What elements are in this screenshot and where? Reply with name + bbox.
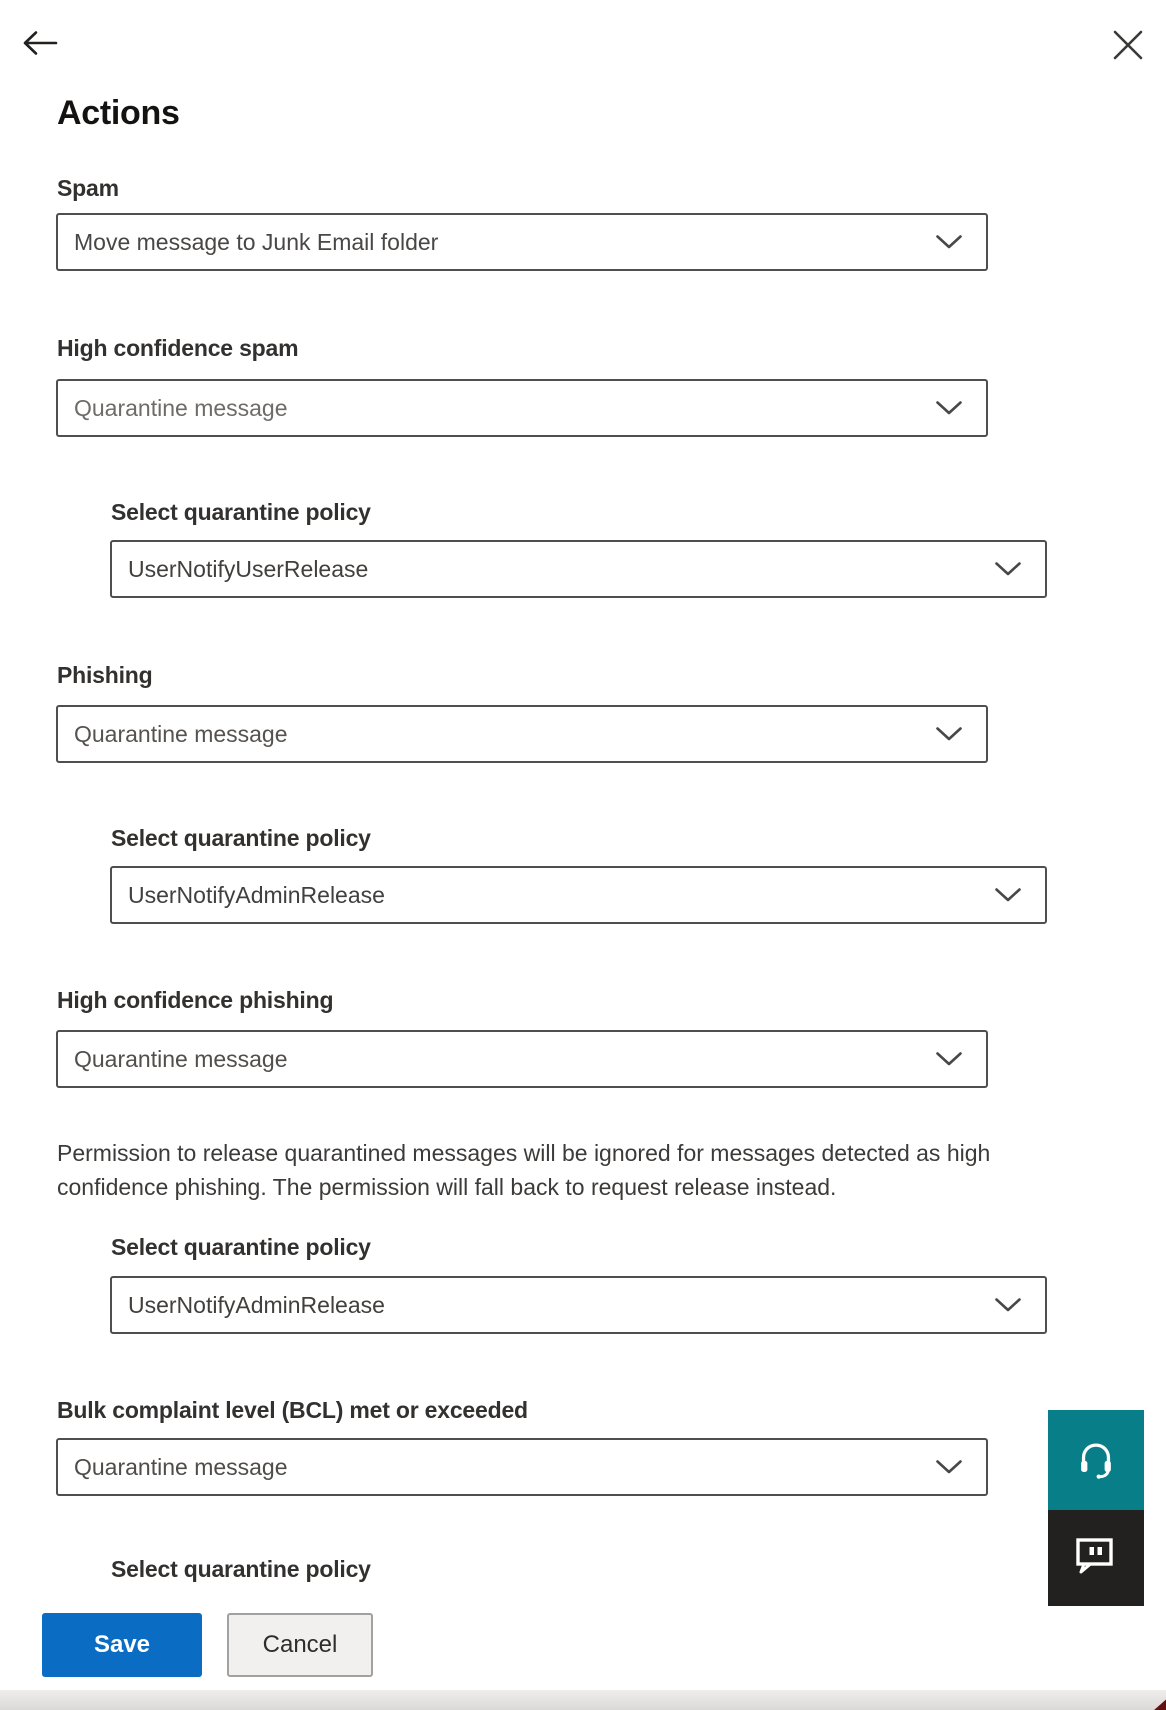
- quarantine-policy-dropdown-1[interactable]: [110, 540, 1047, 598]
- save-button[interactable]: Save: [42, 1613, 202, 1677]
- spam-action-dropdown[interactable]: [56, 213, 988, 271]
- cancel-button[interactable]: Cancel: [227, 1613, 373, 1677]
- dropdown-value: Quarantine message: [74, 1453, 288, 1480]
- chevron-down-icon: [936, 235, 962, 249]
- phishing-label: Phishing: [57, 662, 153, 688]
- feedback-button[interactable]: [1048, 1510, 1144, 1606]
- spam-label: Spam: [57, 175, 119, 201]
- clipped-label-wrapper: [111, 1556, 531, 1583]
- high-confidence-spam-dropdown[interactable]: [56, 379, 988, 437]
- chevron-down-icon: [936, 401, 962, 415]
- close-button[interactable]: [1110, 28, 1146, 64]
- headset-icon: [1073, 1436, 1119, 1485]
- dropdown-value: Move message to Junk Email folder: [74, 228, 439, 255]
- arrow-left-icon: [21, 47, 59, 62]
- phishing-action-dropdown[interactable]: [56, 705, 988, 763]
- quarantine-policy-dropdown-2[interactable]: [110, 866, 1047, 924]
- chevron-down-icon: [936, 1052, 962, 1066]
- high-confidence-phishing-label: High confidence phishing: [57, 987, 334, 1013]
- chevron-down-icon: [995, 888, 1021, 902]
- close-x-icon: [1111, 50, 1145, 65]
- chat-icon: [1074, 1536, 1118, 1581]
- back-button[interactable]: [21, 27, 59, 59]
- dropdown-value: UserNotifyAdminRelease: [128, 881, 385, 908]
- chevron-down-icon: [936, 727, 962, 741]
- high-confidence-phishing-dropdown[interactable]: [56, 1030, 988, 1088]
- bcl-action-dropdown[interactable]: [56, 1438, 988, 1496]
- select-quarantine-policy-label-3: Select quarantine policy: [111, 1234, 371, 1260]
- bcl-label: Bulk complaint level (BCL) met or exceeded: [57, 1397, 528, 1423]
- select-quarantine-policy-label-2: Select quarantine policy: [111, 825, 371, 851]
- dropdown-value: UserNotifyAdminRelease: [128, 1291, 385, 1318]
- chevron-down-icon: [995, 1298, 1021, 1312]
- chevron-down-icon: [936, 1460, 962, 1474]
- support-button[interactable]: [1048, 1410, 1144, 1510]
- select-quarantine-policy-label-1: Select quarantine policy: [111, 499, 371, 525]
- dropdown-value: Quarantine message: [74, 720, 288, 747]
- chevron-down-icon: [995, 562, 1021, 576]
- high-confidence-spam-label: High confidence spam: [57, 335, 299, 361]
- high-confidence-phishing-note: Permission to release quarantined messages will be ignored for messages detected as high confidence phishing. The permission will fall back to request release instead.: [57, 1140, 991, 1200]
- dropdown-value: Quarantine message: [74, 1045, 288, 1072]
- quarantine-policy-dropdown-3[interactable]: [110, 1276, 1047, 1334]
- dropdown-value: UserNotifyUserRelease: [128, 555, 369, 582]
- select-quarantine-policy-label-4: Select quarantine policy: [111, 1556, 371, 1582]
- page-bottom-strip: [0, 1690, 1166, 1710]
- page-title: Actions: [57, 94, 180, 132]
- dropdown-value: Quarantine message: [74, 394, 288, 421]
